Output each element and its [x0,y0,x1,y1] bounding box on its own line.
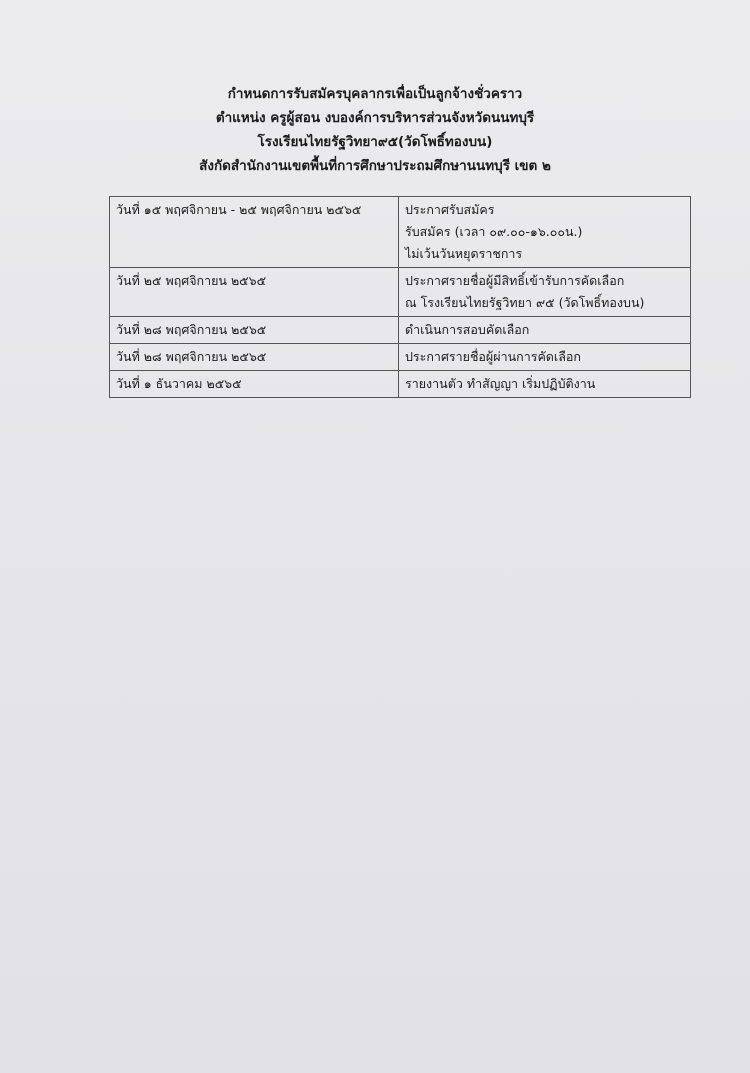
document-header [0,82,750,178]
detail-line: ณ โรงเรียนไทยรัฐวิทยา ๙๕ (วัดโพธิ์ทองบน) [405,295,645,310]
detail-cell [399,268,691,317]
table-row [110,371,691,398]
date-cell: วันที่ ๒๘ พฤศจิกายน ๒๕๖๕ [110,317,399,344]
detail-line: รายงานตัว ทำสัญญา เริ่มปฏิบัติงาน [405,376,596,391]
date-cell: วันที่ ๑๕ พฤศจิกายน - ๒๕ พฤศจิกายน ๒๕๖๕ [110,197,399,268]
detail-line: รับสมัคร (เวลา ๐๙.๐๐-๑๖.๐๐น.) [405,224,583,239]
detail-cell [399,317,691,344]
header-school: โรงเรียนไทยรัฐวิทยา๙๕(วัดโพธิ์ทองบน) [257,134,493,150]
date-cell: วันที่ ๒๘ พฤศจิกายน ๒๕๖๕ [110,344,399,371]
header-affiliation: สังกัดสำนักงานเขตพื้นที่การศึกษาประถมศึกษานนทบุรี เขต ๒ [199,158,551,174]
table-row [110,268,691,317]
detail-line: ประกาศรับสมัคร [405,202,495,217]
header-position: ตำแหน่ง ครูผู้สอน งบองค์การบริหารส่วนจังหวัดนนทบุรี [215,110,535,126]
schedule-table [109,196,691,398]
header-title: กำหนดการรับสมัครบุคลากรเพื่อเป็นลูกจ้างชั่วคราว [227,86,523,102]
detail-line: ดำเนินการสอบคัดเลือก [405,322,530,337]
detail-cell [399,344,691,371]
table-row [110,317,691,344]
detail-line: ไม่เว้นวันหยุดราชการ [405,246,523,261]
detail-line: ประกาศรายชื่อผู้มีสิทธิ์เข้ารับการคัดเลือก [405,273,625,288]
date-cell: วันที่ ๒๕ พฤศจิกายน ๒๕๖๕ [110,268,399,317]
table-row [110,344,691,371]
date-cell: วันที่ ๑ ธันวาคม ๒๕๖๕ [110,371,399,398]
detail-cell [399,197,691,268]
detail-line: ประกาศรายชื่อผู้ผ่านการคัดเลือก [405,349,581,364]
table-row [110,197,691,268]
detail-cell [399,371,691,398]
